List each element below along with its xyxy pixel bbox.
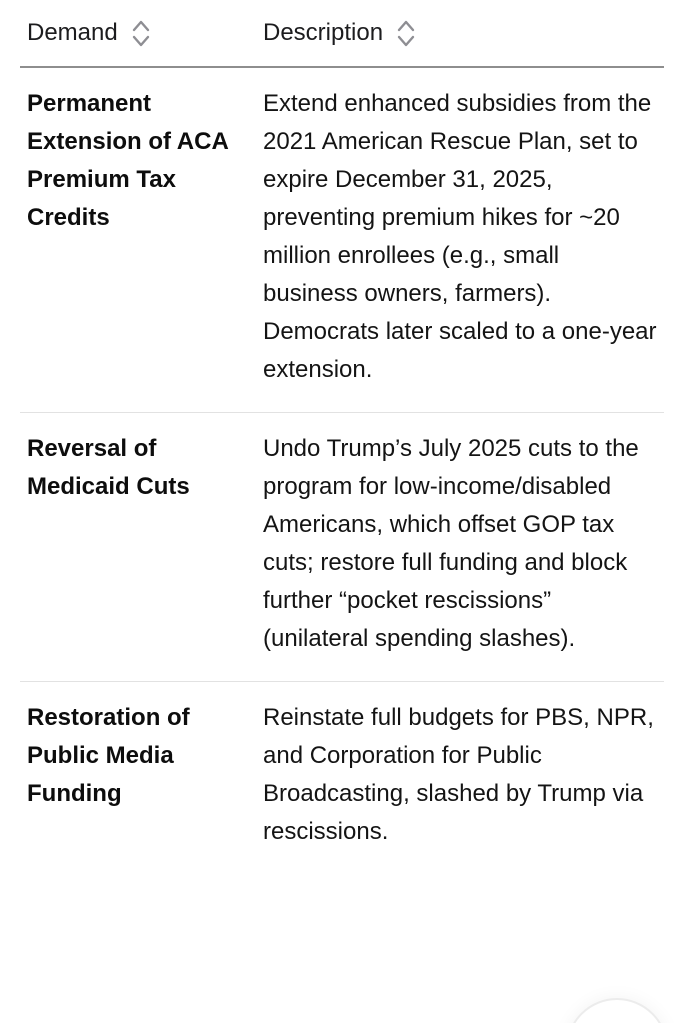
column-header-description-label: Description [263,19,384,46]
demand-cell: Restoration of Public Media Funding [27,704,190,807]
scroll-down-button[interactable] [566,998,668,1023]
table-header-row [0,0,684,52]
description-cell: Undo Trump’s July 2025 cuts to the program for low-income/disabled Americans, which offset GOP tax cuts; restore full funding and block further “pocket rescissions” (unilateral spending slashes). [263,435,639,652]
sort-icon[interactable] [130,19,152,48]
table-row [0,682,684,874]
description-cell: Extend enhanced subsidies from the 2021 American Rescue Plan, set to expire December 31, 2025, preventing premium hikes for ~20 million enrollees (e.g., small business owners, farmers). Democrats later scaled to a one-year extension. [263,90,657,383]
table-row [0,413,684,681]
sort-icon[interactable] [395,19,417,48]
column-header-demand-label: Demand [27,19,118,46]
table-row [0,68,684,412]
column-header-description[interactable] [263,14,657,52]
column-header-demand[interactable] [27,14,263,52]
description-cell: Reinstate full budgets for PBS, NPR, and Corporation for Public Broadcasting, slashed by Trump via rescissions. [263,704,654,845]
demand-cell: Permanent Extension of ACA Premium Tax Credits [27,90,228,231]
demand-cell: Reversal of Medicaid Cuts [27,435,190,500]
